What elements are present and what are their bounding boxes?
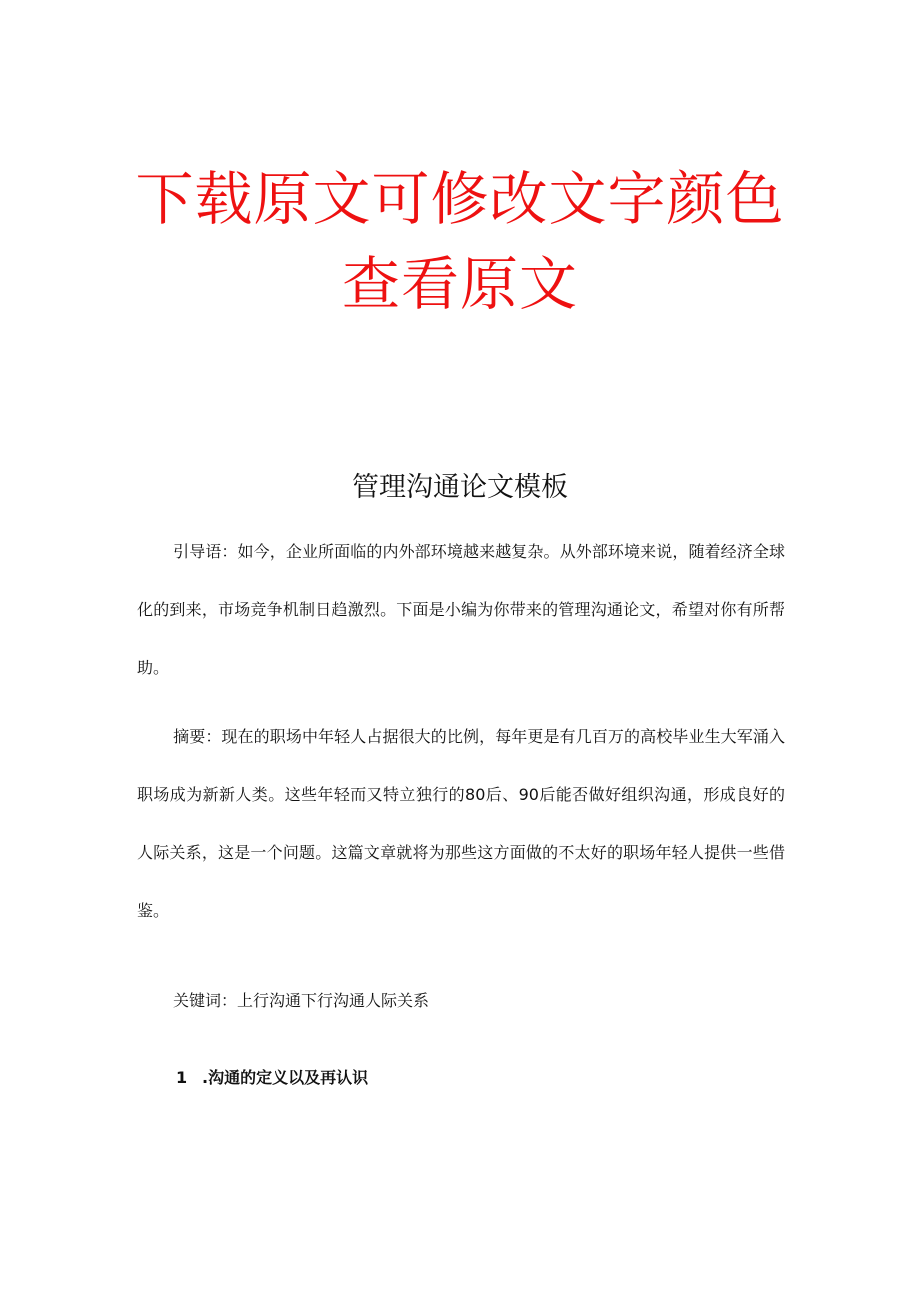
keywords-line: 关键词：上行沟通下行沟通人际关系 xyxy=(173,991,430,1010)
section-title: .沟通的定义以及再认识 xyxy=(202,1068,369,1087)
intro-paragraph xyxy=(137,523,785,697)
document-title: 管理沟通论文模板 xyxy=(352,472,568,503)
banner-line-download-edit[interactable]: 下载原文可修改文字颜色 xyxy=(135,165,785,233)
intro-text: 引导语：如今，企业所面临的内外部环境越来越复杂。从外部环境来说，随着经济全球化的到来，市场竞争机制日趋激烈。下面是小编为你带来的管理沟通论文，希望对你有所帮助。 xyxy=(137,542,785,677)
abstract-text: 摘要：现在的职场中年轻人占据很大的比例，每年更是有几百万的高校毕业生大军涌入职场成为新新人类。这些年轻而又特立独行的80后、90后能否做好组织沟通，形成良好的人际关系，这是一个问题。这篇文章就将为那些这方面做的不太好的职场年轻人提供一些借鉴。 xyxy=(137,727,785,920)
section-heading-1 xyxy=(176,1066,368,1090)
abstract-paragraph xyxy=(137,708,785,940)
banner-line-view-original[interactable]: 查看原文 xyxy=(341,250,578,318)
section-number: 1 xyxy=(176,1068,188,1087)
